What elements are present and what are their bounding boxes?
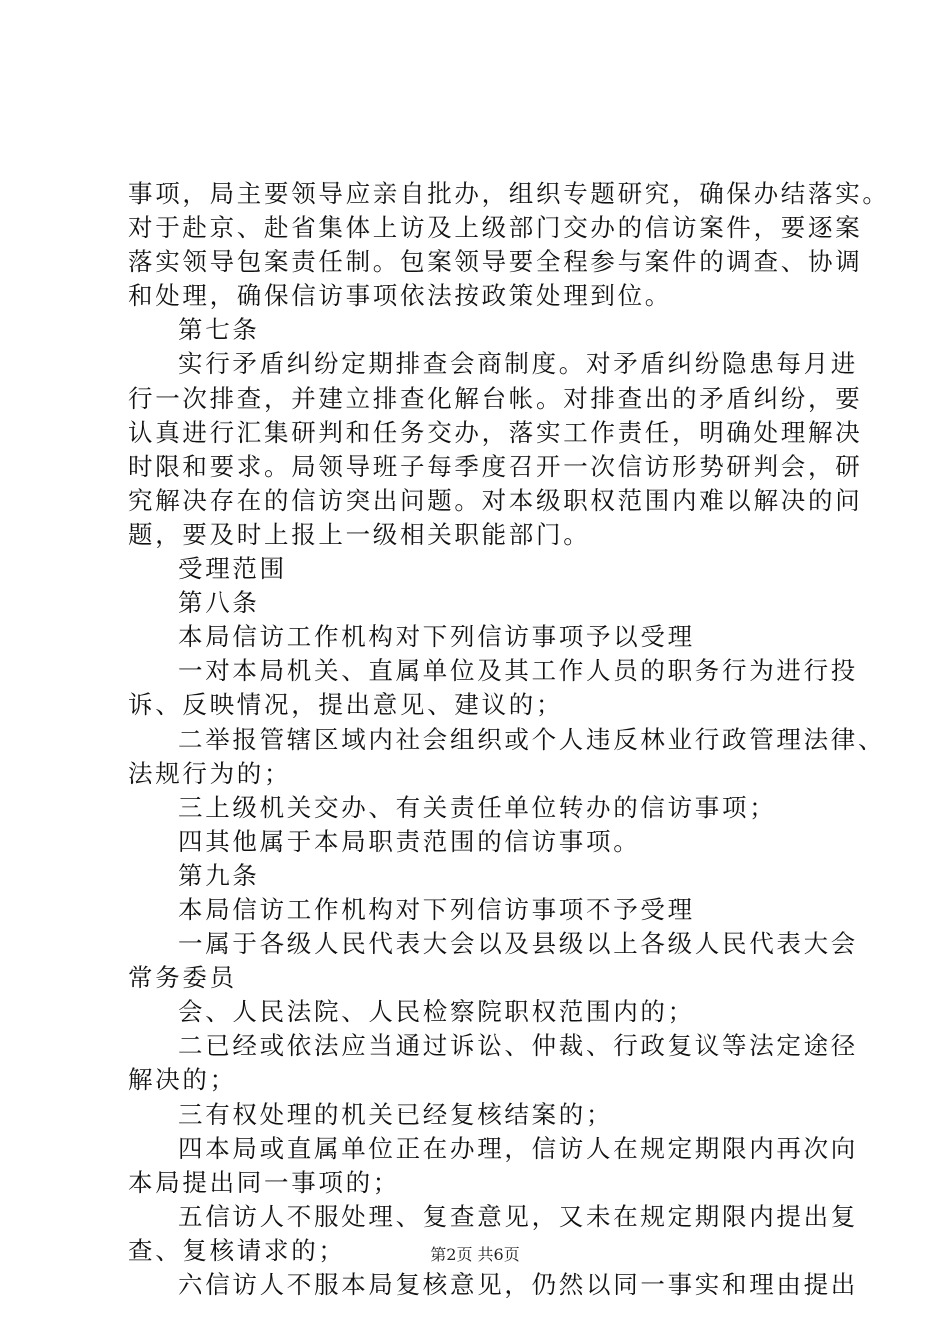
body-line: 和处理，确保信访事项依法按政策处理到位。 (128, 281, 672, 311)
list-item: 四本局或直属单位正在办理，信访人在规定期限内再次向 (178, 1133, 858, 1163)
body-line: 究解决存在的信访突出问题。对本级职权范围内难以解决的问 (128, 485, 863, 515)
list-item-continuation: 会、人民法院、人民检察院职权范围内的； (178, 997, 695, 1027)
body-line: 行一次排查，并建立排查化解台帐。对排查出的矛盾纠纷，要 (128, 383, 863, 413)
list-item-continuation: 诉、反映情况，提出意见、建议的； (128, 690, 564, 720)
list-item-continuation: 本局提出同一事项的； (128, 1167, 400, 1197)
list-item: 二已经或依法应当通过诉讼、仲裁、行政复议等法定途径 (178, 1031, 858, 1061)
list-item: 三有权处理的机关已经复核结案的； (178, 1099, 614, 1129)
body-line: 本局信访工作机构对下列信访事项不予受理 (178, 894, 695, 924)
body-line: 认真进行汇集研判和任务交办，落实工作责任，明确处理解决 (128, 417, 863, 447)
list-item-continuation: 解决的； (128, 1065, 237, 1095)
body-line: 事项，局主要领导应亲自批办，组织专题研究，确保办结落实。 (128, 179, 890, 208)
article-heading: 第七条 (178, 315, 260, 345)
document-body (128, 177, 890, 1302)
list-item: 四其他属于本局职责范围的信访事项。 (178, 826, 641, 856)
list-item: 六信访人不服本局复核意见，仍然以同一事实和理由提出 (178, 1270, 858, 1299)
list-item: 三上级机关交办、有关责任单位转办的信访事项； (178, 792, 777, 822)
list-item: 五信访人不服处理、复查意见，又未在规定期限内提出复 (178, 1201, 858, 1231)
list-item-continuation: 查、复核请求的； (128, 1235, 346, 1265)
body-line: 实行矛盾纠纷定期排查会商制度。对矛盾纠纷隐患每月进 (178, 349, 858, 379)
body-line: 落实领导包案责任制。包案领导要全程参与案件的调查、协调 (128, 247, 863, 277)
article-heading: 第九条 (178, 860, 260, 890)
list-item: 一对本局机关、直属单位及其工作人员的职务行为进行投 (178, 656, 858, 686)
list-item-continuation: 法规行为的； (128, 758, 292, 788)
section-heading: 受理范围 (178, 554, 287, 584)
body-line: 时限和要求。局领导班子每季度召开一次信访形势研判会，研 (128, 451, 863, 481)
list-item: 二举报管辖区域内社会组织或个人违反林业行政管理法律、 (178, 724, 886, 754)
body-line: 题，要及时上报上一级相关职能部门。 (128, 519, 591, 549)
body-line: 对于赴京、赴省集体上访及上级部门交办的信访案件，要逐案 (128, 213, 863, 243)
page-number-footer: 第2页 共6页 (430, 1245, 520, 1264)
list-item-continuation: 常务委员 (128, 963, 237, 993)
body-line: 本局信访工作机构对下列信访事项予以受理 (178, 622, 695, 652)
list-item: 一属于各级人民代表大会以及县级以上各级人民代表大会 (178, 929, 858, 959)
article-heading: 第八条 (178, 588, 260, 618)
